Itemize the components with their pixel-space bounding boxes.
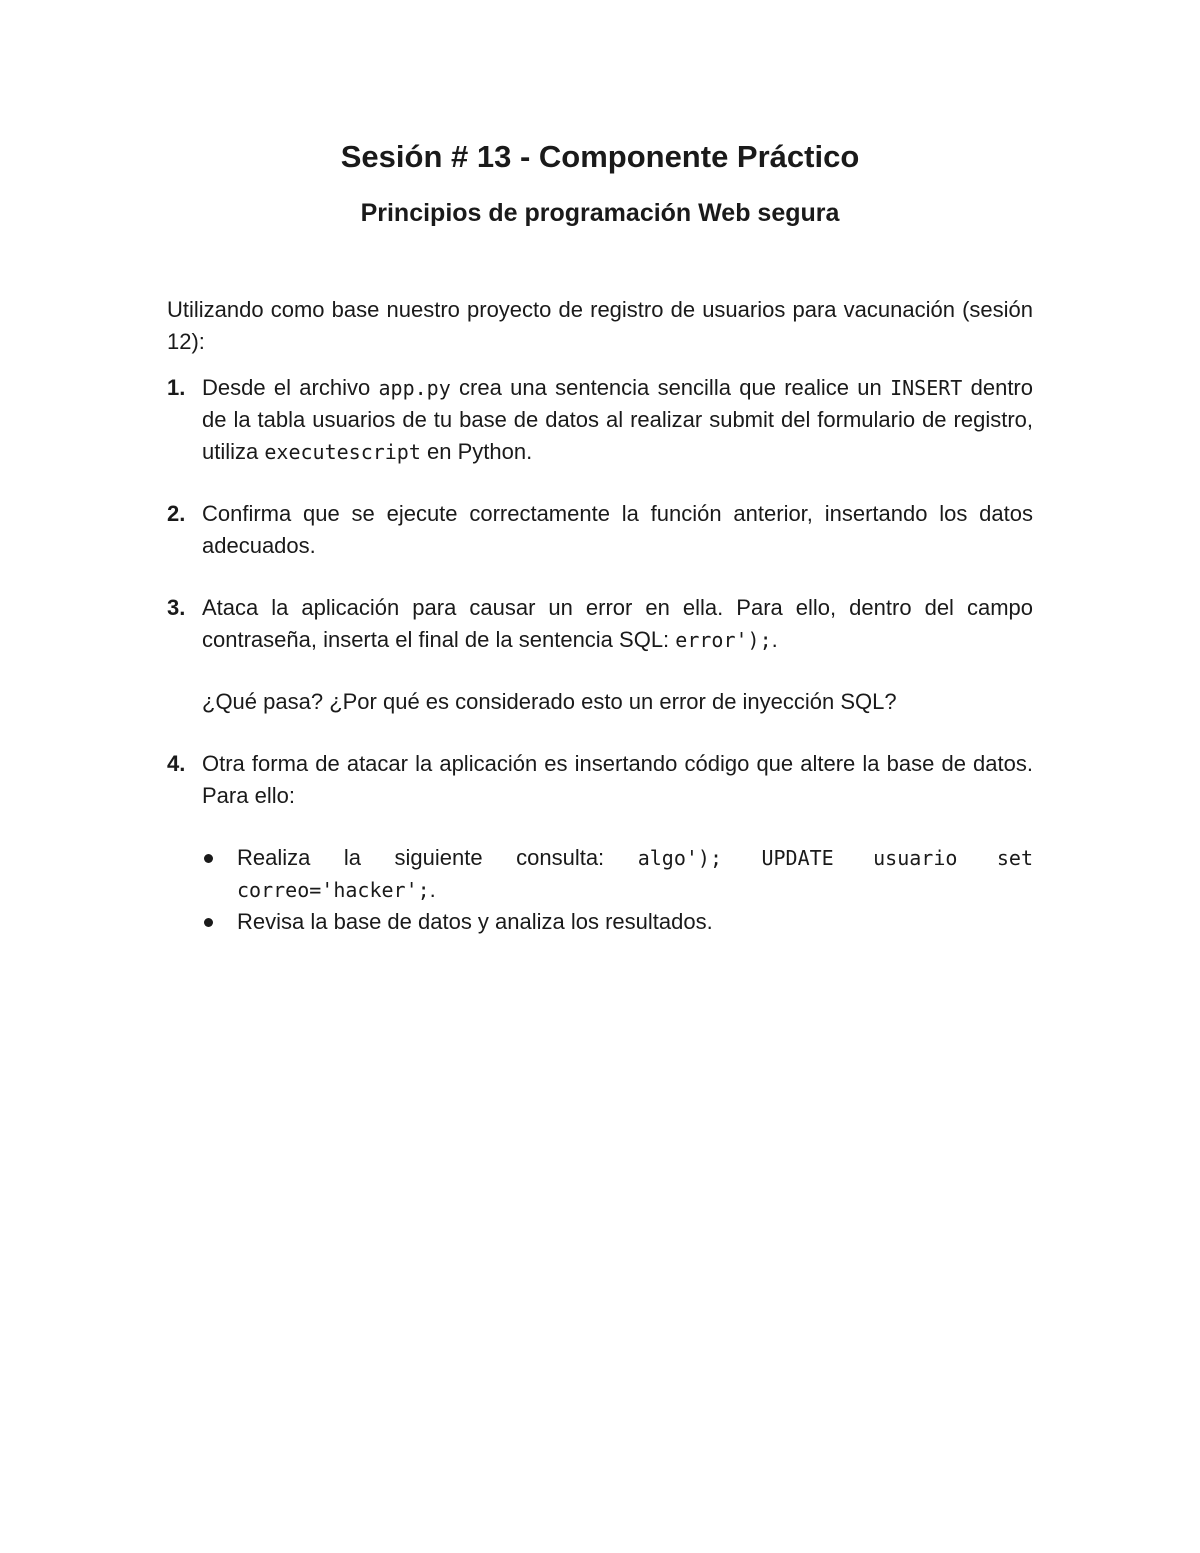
list-item-number: 3. [167, 595, 186, 620]
list-item-body [202, 372, 1033, 468]
item-text: dentro de la tabla usuarios de tu base de datos al realizar submit del formulario de registro, utiliza [202, 375, 1033, 464]
list-item-number: 4. [167, 751, 186, 776]
item-text: . [771, 627, 778, 652]
list-item-number: 2. [167, 501, 186, 526]
item-text: . [429, 877, 436, 902]
list-item-1 [167, 372, 1033, 468]
bullet-line [237, 842, 1033, 874]
list-item-4 [167, 748, 1033, 938]
list-item-number: 1. [167, 375, 186, 400]
bullet-list [202, 842, 1033, 938]
list-item-body [202, 748, 1033, 938]
item-text: Revisa la base de datos y analiza los resultados. [237, 909, 713, 934]
bullet-item [202, 906, 1033, 938]
item-text: Ataca la aplicación para causar un error en ella. Para ello, dentro del campo contraseña, inserta el final de la sentencia SQL: [202, 595, 1033, 652]
item-text: Realiza la siguiente consulta: [237, 845, 638, 870]
list-item-body: Confirma que se ejecute correctamente la función anterior, insertando los datos adecuados. [202, 501, 1033, 558]
inline-code: correo='hacker'; [237, 878, 430, 902]
item-text: Otra forma de atacar la aplicación es insertando código que altere la base de datos. Para ello: [202, 751, 1033, 808]
item-question: ¿Qué pasa? ¿Por qué es considerado esto un error de inyección SQL? [202, 689, 897, 714]
inline-code: error'); [675, 628, 772, 652]
list-item-body [202, 592, 1033, 718]
bullet-dot-icon [204, 918, 213, 927]
item-text: en Python. [420, 439, 533, 464]
intro-paragraph: Utilizando como base nuestro proyecto de registro de usuarios para vacunación (sesión 12): [167, 297, 1033, 354]
document-subtitle: Principios de programación Web segura [360, 199, 840, 227]
list-item-2 [167, 498, 1033, 562]
bullet-dot-icon [204, 854, 213, 863]
item-text: crea una sentencia sencilla que realice un [450, 375, 891, 400]
inline-code: app.py [378, 376, 451, 400]
bullet-item [202, 842, 1033, 906]
inline-code: INSERT [890, 376, 963, 400]
bullet-line [237, 877, 436, 902]
list-item-3 [167, 592, 1033, 718]
item-text: Desde el archivo [202, 375, 379, 400]
document-title: Sesión # 13 - Componente Práctico [340, 139, 860, 174]
inline-code: algo'); UPDATE usuario set [637, 846, 1033, 870]
inline-code: executescript [264, 440, 421, 464]
